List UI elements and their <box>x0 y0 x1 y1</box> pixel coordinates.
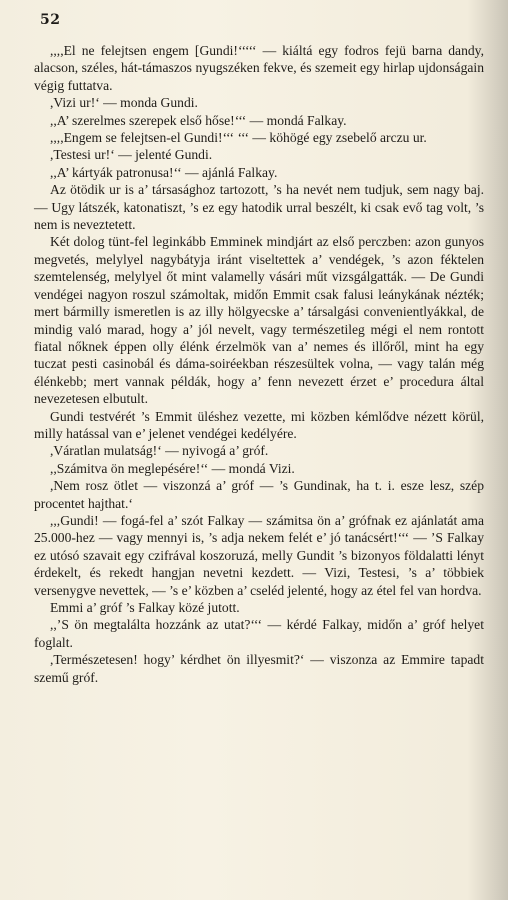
paragraph: ,,,Gundi! — fogá-fel a’ szót Falkay — számitsa ön a’ grófnak ez ajánlatát ama 25.000-hez — vagy mennyi is, ’s adja nekem felét e’ jó tanácsért!‘‘‘ — ’S Falkay ez utósó szavait egy czifrával koszoruzá, melly Gundit ’s bizonyos földalatti lényt érdekelt, és rekedt hangjan nevetni kezdett. — Vizi, Testesi, ’s a’ többiek versenygve nevettek, — ’s e’ közben a’ cseléd jelenté, hogy az étel fel van hordva. <box>34 512 484 598</box>
paragraph: ,,,,Engem se felejtsen-el Gundi!‘‘‘ ‘‘‘ — köhögé egy zsebelő arczu ur. <box>50 130 427 146</box>
page-number: 52 <box>40 12 61 28</box>
paragraph: Gundi testvérét ’s Emmit üléshez vezette, mi közben kémlődve nézett körül, milly hatással van e’ jelenet vendégei kedélyére. <box>34 408 484 441</box>
body-text <box>34 42 484 686</box>
paragraph: ,Vizi ur!‘ — monda Gundi. <box>50 95 198 111</box>
paragraph: ,,’S ön megtalálta hozzánk az utat?‘‘‘ — kérdé Falkay, midőn a’ gróf helyet foglalt. <box>34 617 484 650</box>
paragraph: ,Nem rosz ötlet — viszonzá a’ gróf — ’s Gundinak, ha t. i. esze lesz, szép procentet hajthat.‘ <box>34 478 484 511</box>
paragraph: ,,A’ szerelmes szerepek első hőse!‘‘‘ — mondá Falkay. <box>50 112 347 128</box>
paragraph: ,Természetesen! hogy’ kérdhet ön illyesmit?‘ — viszonza az Emmire tapadt szemű gróf. <box>34 652 484 685</box>
paragraph: ,,Számitva ön meglepésére!‘‘ — mondá Vizi. <box>50 460 295 476</box>
paragraph: Az ötödik ur is a’ társasághoz tartozott, ’s ha nevét nem tudjuk, sem nagy baj. — Ugy látszék, katonatiszt, ’s ez egy hatodik urral beszélt, ki csak evő tag volt, ’s nem is neveztetett. <box>34 182 484 233</box>
paragraph: ,Váratlan mulatság!‘ — nyivogá a’ gróf. <box>50 443 269 459</box>
paragraph: ,,A’ kártyák patronusa!‘‘ — ajánlá Falkay. <box>50 164 278 180</box>
paragraph: ,Testesi ur!‘ — jelenté Gundi. <box>50 147 213 163</box>
paragraph: ,,,,El ne felejtsen engem [Gundi!‘‘‘‘‘ — kiáltá egy fodros fejü barna dandy, alacson, széles, hát-támaszos nyugszéken fekve, és szemeit egy hirlap ujdonságain végig futtatva. <box>34 43 484 93</box>
paragraph: Két dolog tünt-fel leginkább Emminek mindjárt az első perczben: azon gunyos megvetés, melylyel nagybátyja iránt viseltettek a’ vendégek, ’s azon féktelen szemtelenség, melylyel őt mint valamelly vásári műt vizsgálgatták. — De Gundi vendégei nagyon roszul számoltak, midőn Emmit csak falusi leánykának nézték; mert bármilly ismeretlen is az illy hölgyecske a’ társalgási convenientlyákkal, de mindig való marad, hogy a’ jól nevelt, vagy természetileg mégi el nem rontott fiatal nőknek éppen olly élénk érzelmök van a’ nemes és illőről, mint ha egy tuczat pesti casinobál és dáma-soiréekban részesültek volna, — vagy talán még élénkebb; mert vannak példák, hogy a’ fenn nevezett érzet e’ procedura által nevezetesen elbutult. <box>34 234 484 407</box>
paragraph: Emmi a’ gróf ’s Falkay közé jutott. <box>50 600 240 615</box>
